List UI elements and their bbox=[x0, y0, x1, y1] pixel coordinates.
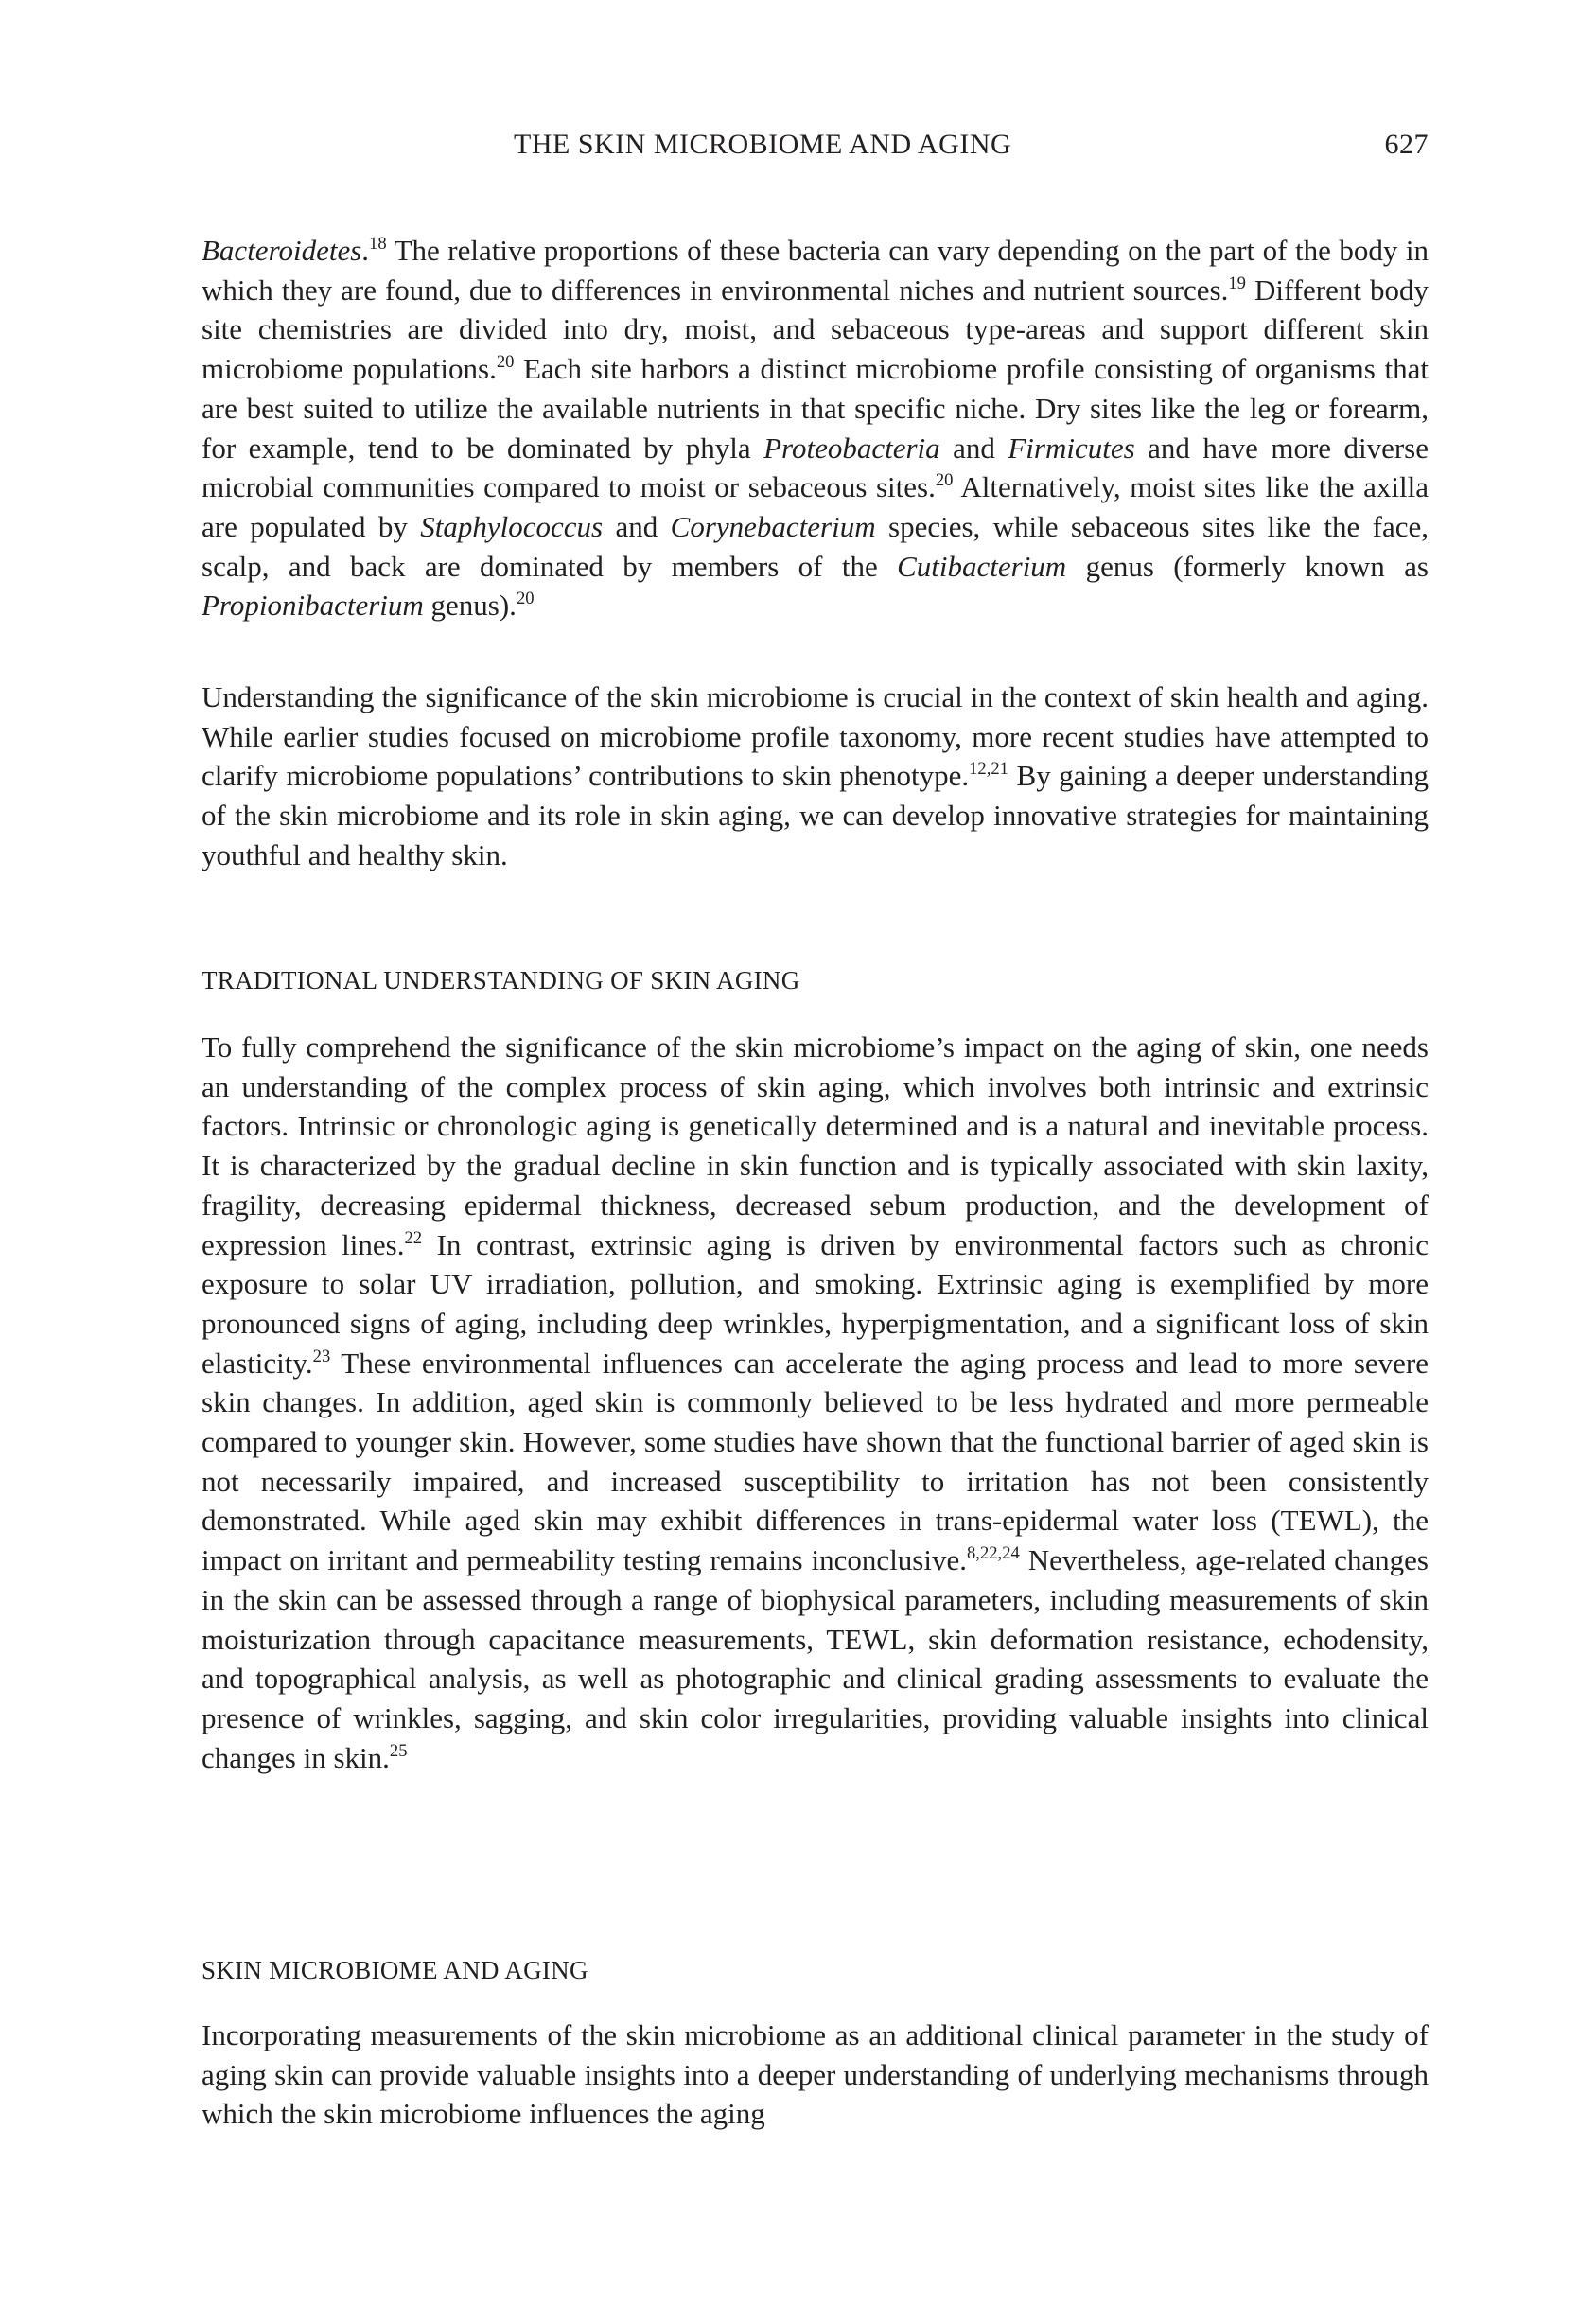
running-title: THE SKIN MICROBIOME AND AGING bbox=[514, 129, 1012, 160]
paragraph-text: Incorporating measurements of the skin microbiome as an additional clinical parameter in the study of aging skin can provide valuable insights into a deeper understanding of underlying mechanisms through which the skin microbiome influences the aging bbox=[202, 2018, 1429, 2131]
paragraph-text: Understanding the significance of the skin microbiome is crucial in the context of skin health and aging. While earlier studies focused on microbiome profile taxonomy, more recent studies have attempted to clarify microbiome populations’ contributions to skin phenotype.$^{12,21}$ By gaining a deeper understanding of the skin microbiome and its role in skin aging, we can develop innovative strategies for maintaining youthful and healthy skin. bbox=[202, 680, 1429, 871]
citation-superscript: 25 bbox=[389, 1740, 408, 1761]
citation-superscript: 20 bbox=[496, 352, 515, 373]
paragraph-text: Bacteroidetes.$^{18}$ The relative proportions of these bacteria can vary depending on the part of the body in which they are found, due to differences in environmental niches and nutrient sources.$^{19}$ Different body site chemistries are divided into dry, moist, and sebaceous type-areas and support different skin microbiome populations.$^{20}$ Each site harbors a distinct microbiome profile consisting of organisms that are best suited to utilize the available nutrients in that specific niche. Dry sites like the leg or forearm, for example, tend to be dominated by phyla Proteobacteria and Firmicutes and have more diverse microbial communities compared to moist or sebaceous sites.$^{20}$ Alternatively, moist sites like the axilla are populated by Staphylococcus and Corynebacterium species, while sebaceous sites like the face, scalp, and back are dominated by members of the Cutibacterium genus (formerly known as Propionibacterium genus).$^{20}$ bbox=[202, 233, 1429, 623]
citation-superscript: 19 bbox=[1228, 273, 1246, 293]
citation-superscript: 23 bbox=[312, 1346, 331, 1366]
italic-taxon: Staphylococcus bbox=[420, 509, 604, 543]
paragraph-body-sites bbox=[202, 231, 1429, 625]
paragraph-significance bbox=[202, 678, 1429, 875]
italic-taxon: Cutibacterium bbox=[897, 549, 1067, 583]
citation-superscript: 18 bbox=[369, 233, 387, 254]
italic-taxon: Propionibacterium bbox=[202, 589, 424, 623]
italic-taxon: Bacteroidetes bbox=[202, 234, 362, 267]
citation-superscript: 20 bbox=[516, 589, 535, 609]
italic-taxon: Corynebacterium bbox=[670, 509, 876, 543]
citation-superscript: 22 bbox=[404, 1227, 423, 1248]
citation-superscript: 20 bbox=[935, 470, 954, 491]
citation-superscript: 8,22,24 bbox=[967, 1543, 1020, 1564]
paragraph-text: To fully comprehend the significance of the skin microbiome’s impact on the aging of skin, one needs an understanding of the complex process of skin aging, which involves both intrinsic and extrinsic factors. Intrinsic or chronologic aging is genetically determined and is a natural and inevitable process. It is characterized by the gradual decline in skin function and is typically associated with skin laxity, fragility, decreasing epidermal thickness, decreased sebum production, and the development of expression lines.$^{22}$ In contrast, extrinsic aging is driven by environmental factors such as chronic exposure to solar UV irradiation, pollution, and smoking. Extrinsic aging is exemplified by more pronounced signs of aging, including deep wrinkles, hyperpigmentation, and a significant loss of skin elasticity.$^{23}$ These environmental influences can accelerate the aging process and lead to more severe skin changes. In addition, aged skin is commonly believed to be less hydrated and more permeable compared to younger skin. However, some studies have shown that the functional barrier of aged skin is not necessarily impaired, and increased susceptibility to irritation has not been consistently demonstrated. While aged skin may exhibit differences in trans-epidermal water loss (TEWL), the impact on irritant and permeability testing remains inconclusive.$^{8,22,24}$ Nevertheless, age-related changes in the skin can be assessed through a range of biophysical parameters, including measurements of skin moisturization through capacitance measurements, TEWL, skin deformation resistance, echodensity, and topographical analysis, as well as photographic and clinical grading assessments to evaluate the presence of wrinkles, sagging, and skin color irregularities, providing valuable insights into clinical changes in skin.$^{25}$ bbox=[202, 1030, 1429, 1774]
paragraph-traditional-aging bbox=[202, 1028, 1429, 1777]
section-heading-traditional-understanding: TRADITIONAL UNDERSTANDING OF SKIN AGING bbox=[202, 966, 800, 995]
paragraph-incorporating-measurements bbox=[202, 2016, 1429, 2134]
italic-taxon: Firmicutes bbox=[1008, 431, 1135, 465]
running-header bbox=[202, 129, 1429, 167]
italic-taxon: Proteobacteria bbox=[763, 431, 940, 465]
section-heading-skin-microbiome-and-aging: SKIN MICROBIOME AND AGING bbox=[202, 1956, 588, 1984]
citation-superscript: 12,21 bbox=[969, 759, 1008, 780]
page-number: 627 bbox=[1384, 129, 1429, 160]
